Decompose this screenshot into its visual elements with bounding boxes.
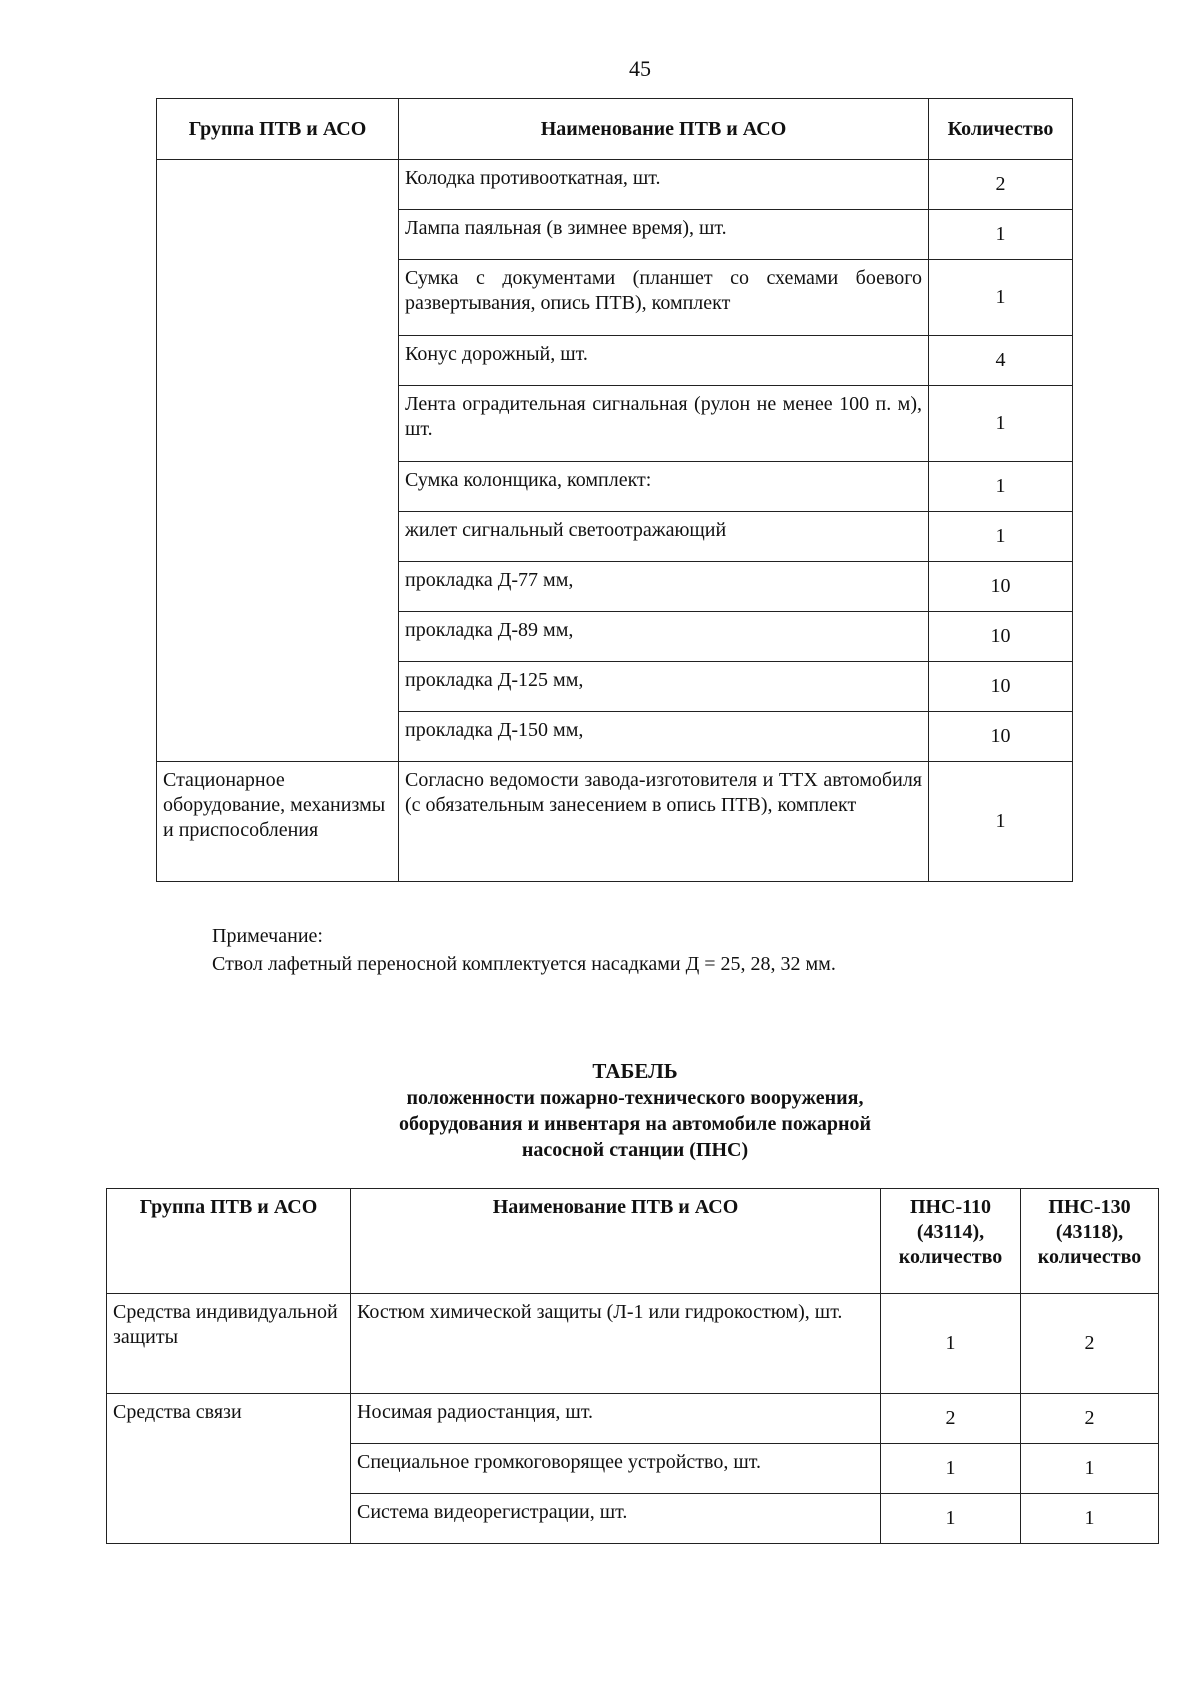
item-qty-pns110: 1 [881, 1494, 1021, 1544]
item-qty: 1 [929, 762, 1073, 882]
item-qty-pns130: 1 [1021, 1444, 1159, 1494]
item-qty: 1 [929, 386, 1073, 462]
header-name: Наименование ПТВ и АСО [399, 99, 929, 160]
item-qty-pns110: 1 [881, 1294, 1021, 1394]
group-cell: Средства связи [107, 1394, 351, 1544]
item-name: Колодка противооткатная, шт. [399, 160, 929, 210]
note-block [212, 922, 836, 978]
item-name: прокладка Д-125 мм, [399, 662, 929, 712]
item-name: прокладка Д-77 мм, [399, 562, 929, 612]
table-row [107, 1294, 1159, 1394]
item-name: прокладка Д-150 мм, [399, 712, 929, 762]
group-cell: Средства индивидуальной защиты [107, 1294, 351, 1394]
header-pns110: ПНС-110 (43114), количество [881, 1189, 1021, 1294]
equipment-table-1 [156, 98, 1073, 882]
item-qty: 10 [929, 662, 1073, 712]
item-qty: 4 [929, 336, 1073, 386]
document-title [0, 1058, 1200, 1163]
item-name: Лампа паяльная (в зимнее время), шт. [399, 210, 929, 260]
item-name: Согласно ведомости завода-изготовителя и ТТХ автомобиля (с обязательным занесением в опись ПТВ), комплект [399, 762, 929, 882]
equipment-table-2 [106, 1188, 1159, 1544]
item-name: Носимая радиостанция, шт. [351, 1394, 881, 1444]
item-qty: 10 [929, 562, 1073, 612]
title-line-1: ТАБЕЛЬ [592, 1059, 678, 1083]
title-line-2: положенности пожарно-технического вооружения, [406, 1087, 864, 1110]
header-group: Группа ПТВ и АСО [157, 99, 399, 160]
item-name: Система видеорегистрации, шт. [351, 1494, 881, 1544]
item-qty-pns130: 1 [1021, 1494, 1159, 1544]
item-qty: 1 [929, 210, 1073, 260]
item-name: прокладка Д-89 мм, [399, 612, 929, 662]
group-cell: Стационарное оборудование, механизмы и приспособления [157, 762, 399, 882]
item-name: Сумка с документами (планшет со схемами боевого развертывания, опись ПТВ), комплект [399, 260, 929, 336]
note-label: Примечание: [212, 925, 323, 947]
note-text: Ствол лафетный переносной комплектуется насадками Д = 25, 28, 32 мм. [212, 953, 836, 975]
table-header-row [107, 1189, 1159, 1294]
item-qty: 10 [929, 612, 1073, 662]
item-name: Специальное громкоговорящее устройство, шт. [351, 1444, 881, 1494]
item-name: Лента оградительная сигнальная (рулон не менее 100 п. м), шт. [399, 386, 929, 462]
item-qty-pns110: 1 [881, 1444, 1021, 1494]
item-qty: 1 [929, 260, 1073, 336]
header-pns130: ПНС-130 (43118), количество [1021, 1189, 1159, 1294]
item-name: Сумка колонщика, комплект: [399, 462, 929, 512]
table-header-row [157, 99, 1073, 160]
title-line-4: насосной станции (ПНС) [521, 1139, 749, 1162]
table-row [157, 160, 1073, 210]
table-row [157, 762, 1073, 882]
item-name: Костюм химической защиты (Л-1 или гидрокостюм), шт. [351, 1294, 881, 1394]
item-name: Конус дорожный, шт. [399, 336, 929, 386]
item-name: жилет сигнальный светоотражающий [399, 512, 929, 562]
item-qty: 1 [929, 462, 1073, 512]
page-number: 45 [629, 56, 651, 81]
item-qty: 2 [929, 160, 1073, 210]
item-qty-pns130: 2 [1021, 1294, 1159, 1394]
item-qty: 10 [929, 712, 1073, 762]
table-row [107, 1394, 1159, 1444]
header-group: Группа ПТВ и АСО [107, 1189, 351, 1294]
header-qty: Количество [929, 99, 1073, 160]
item-qty-pns110: 2 [881, 1394, 1021, 1444]
title-line-3: оборудования и инвентаря на автомобиле пожарной [398, 1113, 872, 1136]
header-name: Наименование ПТВ и АСО [351, 1189, 881, 1294]
item-qty: 1 [929, 512, 1073, 562]
group-cell-empty [157, 160, 399, 762]
item-qty-pns130: 2 [1021, 1394, 1159, 1444]
